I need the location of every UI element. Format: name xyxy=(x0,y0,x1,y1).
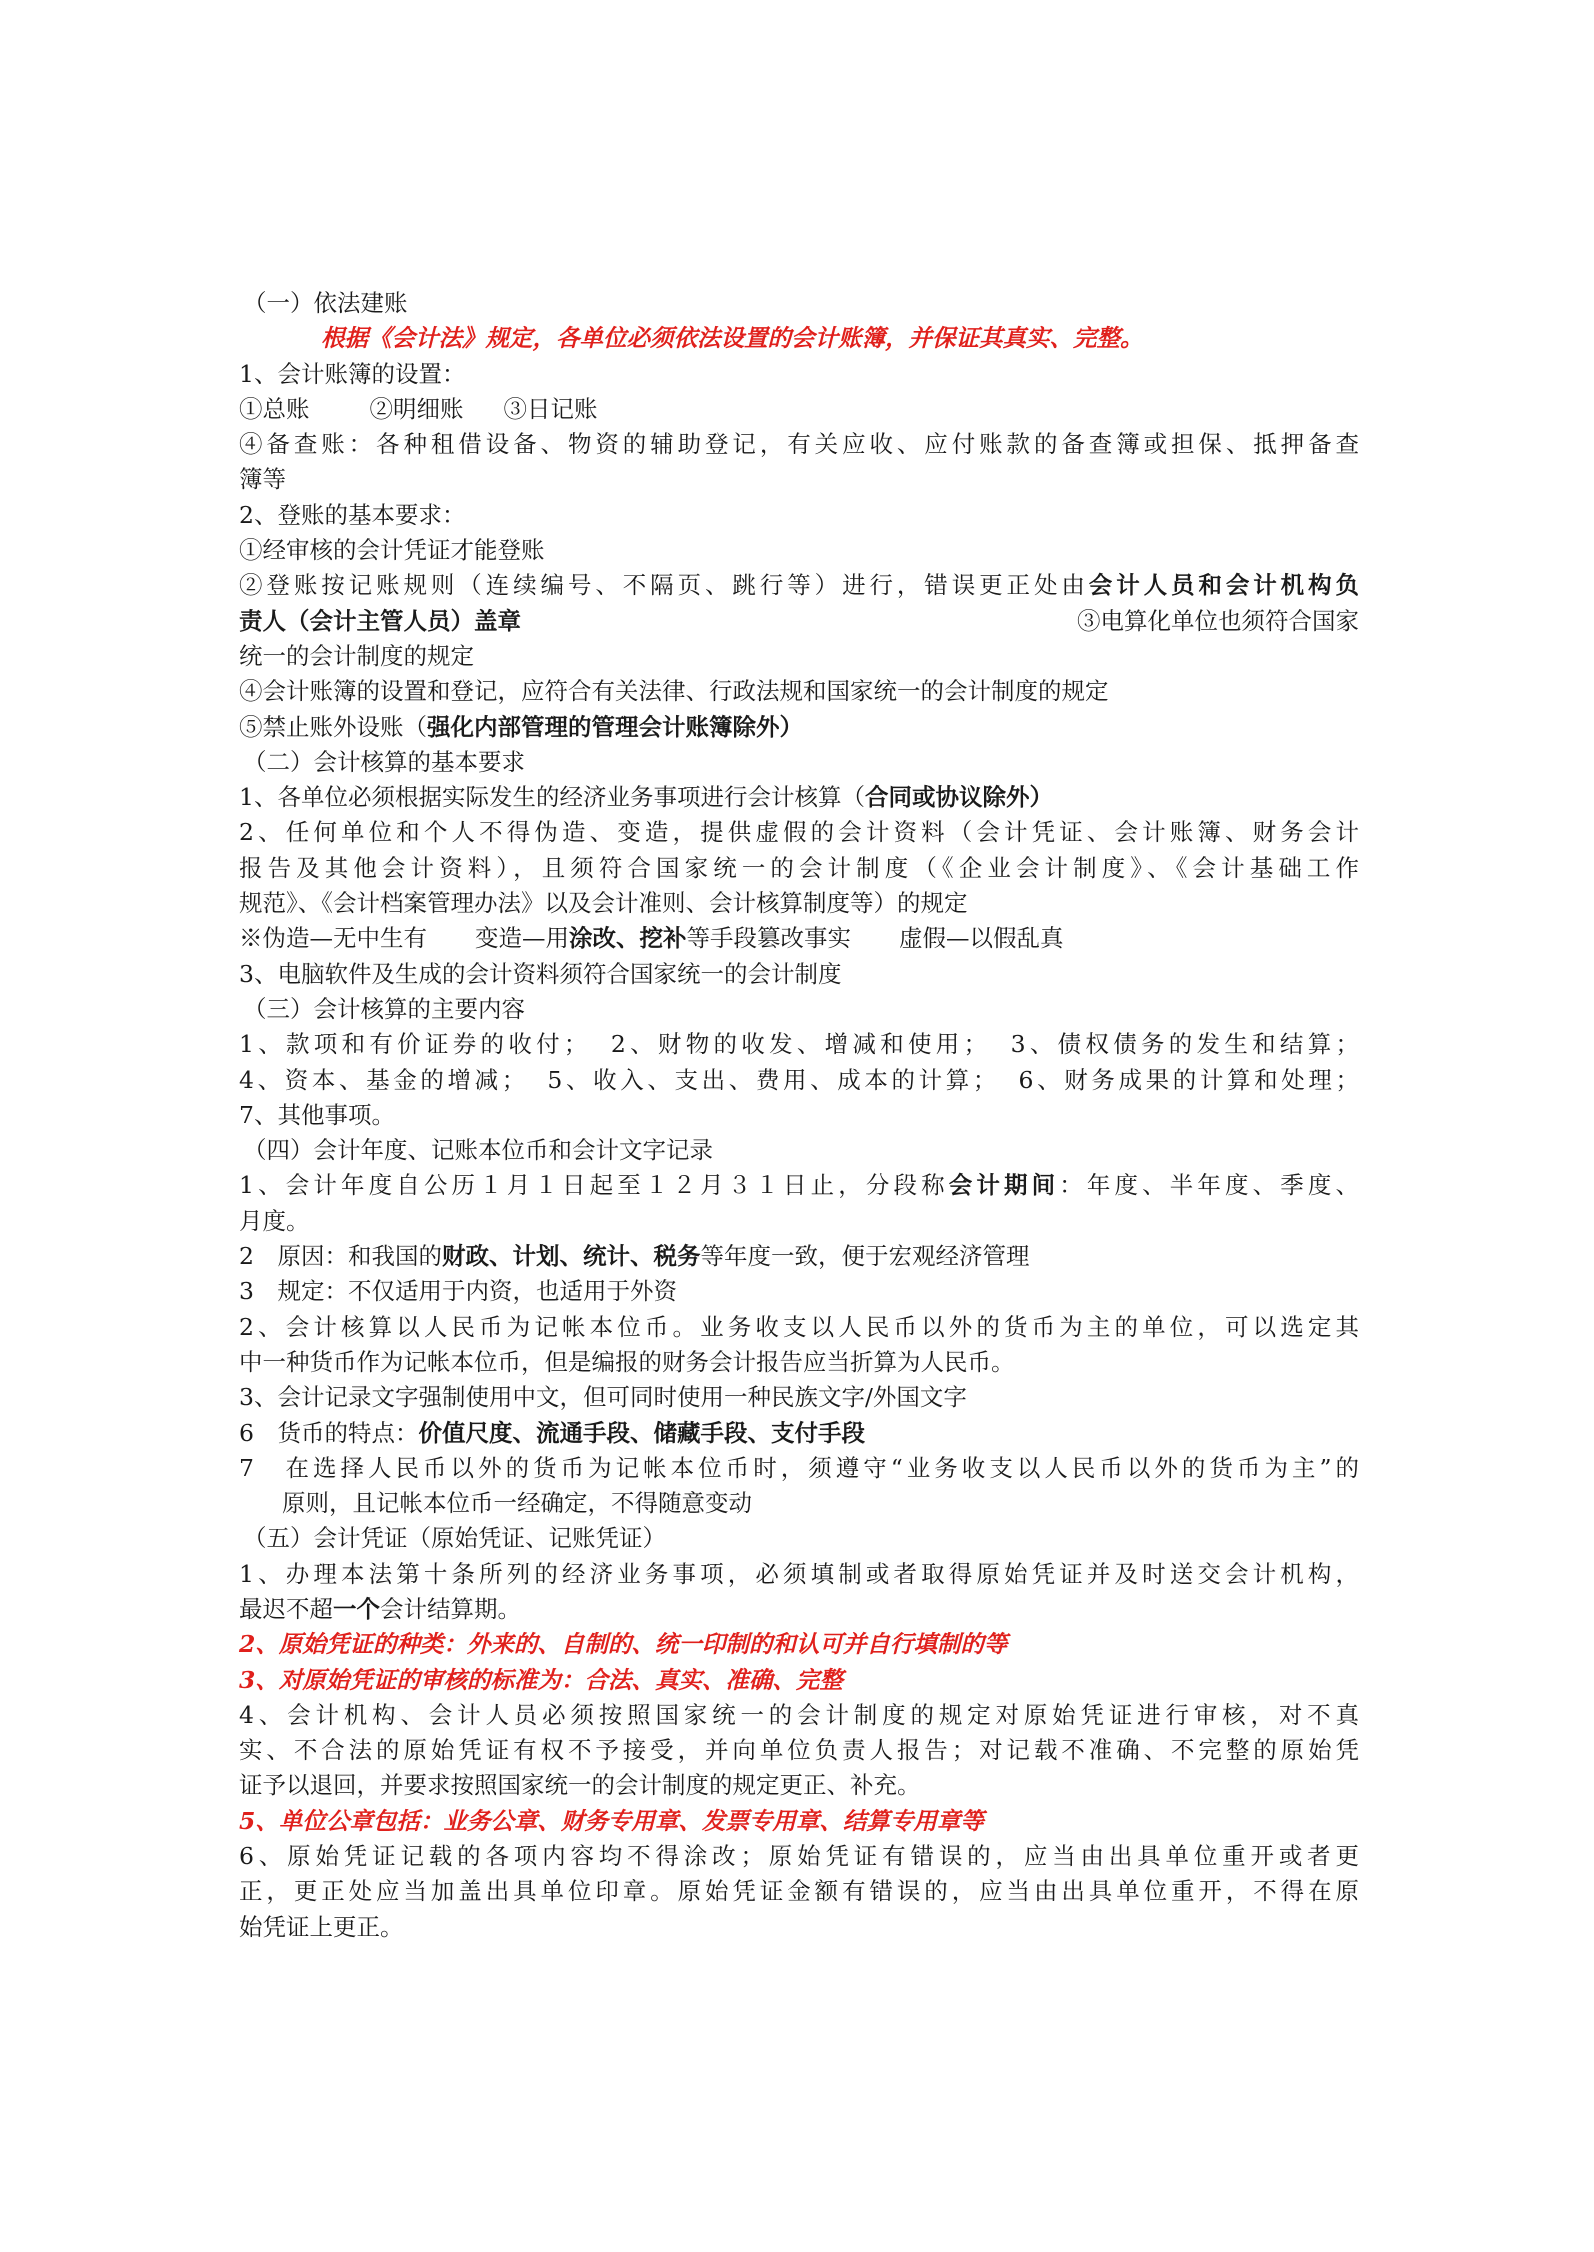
text-run: ※伪造—无中生有 xyxy=(239,924,427,953)
paragraph-line: 簿等 xyxy=(239,465,286,494)
bold-emphasis: 会计人员和会计机构负 xyxy=(1088,571,1360,600)
text-run: 虚假—以假乱真 xyxy=(899,924,1064,953)
bold-emphasis: 价值尺度、流通手段、储藏手段、支付手段 xyxy=(418,1418,865,1447)
section-3-heading: （三）会计核算的主要内容 xyxy=(243,994,525,1023)
paragraph-line: 2、会计核算以人民币为记帐本位币。业务收支以人民币以外的货币为主的单位，可以选定其 xyxy=(239,1312,1359,1341)
paragraph-line: 证予以退回，并要求按照国家统一的会计制度的规定更正、补充。 xyxy=(239,1771,921,1800)
ledger-type-journal: ③日记账 xyxy=(503,394,598,423)
text-run: 等年度一致，便于宏观经济管理 xyxy=(700,1242,1030,1271)
paragraph-line xyxy=(239,1239,1359,1274)
text-run: 最迟不超 xyxy=(239,1594,333,1623)
paragraph-line: 1、款项和有价证券的收付； 2、财物的收发、增减和使用； 3、债权债务的发生和结算； xyxy=(239,1030,1359,1059)
paragraph-line: 3 规定：不仅适用于内资，也适用于外资 xyxy=(239,1277,677,1306)
paragraph-line xyxy=(239,604,1359,639)
text-run: ②登账按记账规则（连续编号、不隔页、跳行等）进行，错误更正处由 xyxy=(239,571,1089,600)
paragraph-line xyxy=(239,710,1359,745)
paragraph-line xyxy=(239,1168,1359,1203)
highlight-line-voucher-audit: 3、对原始凭证的审核的标准为：合法、真实、准确、完整 xyxy=(239,1665,843,1694)
paragraph-line xyxy=(239,568,1359,603)
ledger-types-line xyxy=(239,392,1359,427)
bold-emphasis: 涂改、挖补 xyxy=(569,924,687,953)
text-run: 1、会计年度自公历１月１日起至１２月３１日止，分段称 xyxy=(239,1171,949,1200)
text-run: 2 原因：和我国的 xyxy=(239,1242,442,1271)
paragraph-line: 原则，且记帐本位币一经确定，不得随意变动 xyxy=(282,1489,752,1518)
text-run: 变造—用 xyxy=(475,924,569,953)
paragraph-line: 统一的会计制度的规定 xyxy=(239,641,474,670)
paragraph-line: 中一种货币作为记帐本位币，但是编报的财务会计报告应当折算为人民币。 xyxy=(239,1347,1015,1376)
section-2-heading: （二）会计核算的基本要求 xyxy=(243,747,525,776)
paragraph-line: 2、登账的基本要求： xyxy=(239,500,466,529)
bold-emphasis: 合同或协议除外） xyxy=(864,783,1053,812)
text-run: ⑤禁止账外设账（ xyxy=(239,712,427,741)
ledger-type-detail: ②明细账 xyxy=(369,394,464,423)
paragraph-line: ①经审核的会计凭证才能登账 xyxy=(239,536,545,565)
paragraph-line: 月度。 xyxy=(239,1206,310,1235)
paragraph-line: 4、资本、基金的增减； 5、收入、支出、费用、成本的计算； 6、财务成果的计算和处理； xyxy=(239,1065,1359,1094)
paragraph-line xyxy=(239,1416,1359,1451)
paragraph-line: 1、办理本法第十条所列的经济业务事项，必须填制或者取得原始凭证并及时送交会计机构， xyxy=(239,1559,1359,1588)
paragraph-line: 3、电脑软件及生成的会计资料须符合国家统一的会计制度 xyxy=(239,959,842,988)
paragraph-line: ④会计账簿的设置和登记，应符合有关法律、行政法规和国家统一的会计制度的规定 xyxy=(239,677,1109,706)
paragraph-line: ④备查账：各种租借设备、物资的辅助登记，有关应收、应付账款的备查簿或担保、抵押备查 xyxy=(239,430,1359,459)
bold-emphasis: 会计期间 xyxy=(948,1171,1060,1200)
text-run: 会计结算期。 xyxy=(380,1594,521,1623)
text-run: 等手段篡改事实 xyxy=(686,924,851,953)
paragraph-line: 实、不合法的原始凭证有权不予接受，并向单位负责人报告；对记载不准确、不完整的原始凭 xyxy=(239,1736,1359,1765)
paragraph-line: 6、原始凭证记载的各项内容均不得涂改；原始凭证有错误的，应当由出具单位重开或者更 xyxy=(239,1842,1359,1871)
paragraph-line: 始凭证上更正。 xyxy=(239,1912,404,1941)
highlight-line-voucher-types: 2、原始凭证的种类：外来的、自制的、统一印制的和认可并自行填制的等 xyxy=(239,1630,1008,1659)
section-1-highlight-note: 根据《会计法》规定，各单位必须依法设置的会计账簿，并保证其真实、完整。 xyxy=(321,324,1144,353)
bold-emphasis: 一个 xyxy=(333,1594,380,1623)
section-1-heading: （一）依法建账 xyxy=(243,289,408,317)
highlight-line-official-seals: 5、单位公章包括：业务公章、财务专用章、发票专用章、结算专用章等 xyxy=(239,1806,984,1835)
section-4-heading: （四）会计年度、记账本位币和会计文字记录 xyxy=(243,1136,713,1165)
paragraph-line xyxy=(239,780,1359,815)
paragraph-line: 7、其他事项。 xyxy=(239,1100,395,1129)
bold-emphasis: 财政、计划、统计、税务 xyxy=(441,1242,701,1271)
paragraph-line: 3、会计记录文字强制使用中文，但可同时使用一种民族文字/外国文字 xyxy=(239,1383,967,1412)
bold-emphasis: 责人（会计主管人员）盖章 xyxy=(239,606,521,635)
paragraph-line xyxy=(239,1592,1359,1627)
paragraph-line: 2、任何单位和个人不得伪造、变造，提供虚假的会计资料（会计凭证、会计账簿、财务会计 xyxy=(239,818,1359,847)
paragraph-line: 正，更正处应当加盖出具单位印章。原始凭证金额有错误的，应当由出具单位重开，不得在原 xyxy=(239,1877,1359,1906)
text-run: 6 货币的特点： xyxy=(239,1418,419,1447)
ledger-type-general: ①总账 xyxy=(239,394,310,423)
text-run: 1、各单位必须根据实际发生的经济业务事项进行会计核算（ xyxy=(239,783,865,812)
paragraph-line xyxy=(239,921,1359,956)
paragraph-line: 7 在选择人民币以外的货币为记帐本位币时，须遵守“业务收支以人民币以外的货币为主”的 xyxy=(239,1453,1359,1482)
paragraph-line: 4、会计机构、会计人员必须按照国家统一的会计制度的规定对原始凭证进行审核，对不真 xyxy=(239,1700,1359,1729)
paragraph-line: 报告及其他会计资料），且须符合国家统一的会计制度（《企业会计制度》、《会计基础工作 xyxy=(239,853,1359,882)
text-run: ：年度、半年度、季度、 xyxy=(1059,1171,1360,1200)
paragraph-line: 1、会计账簿的设置： xyxy=(239,359,466,388)
bold-emphasis: 强化内部管理的管理会计账簿除外） xyxy=(427,712,803,741)
paragraph-line: 规范》、《会计档案管理办法》以及会计准则、会计核算制度等）的规定 xyxy=(239,889,968,918)
section-5-heading: （五）会计凭证（原始凭证、记账凭证） xyxy=(243,1524,666,1553)
document-body xyxy=(239,286,1359,1945)
text-run: ③电算化单位也须符合国家 xyxy=(1077,606,1359,635)
